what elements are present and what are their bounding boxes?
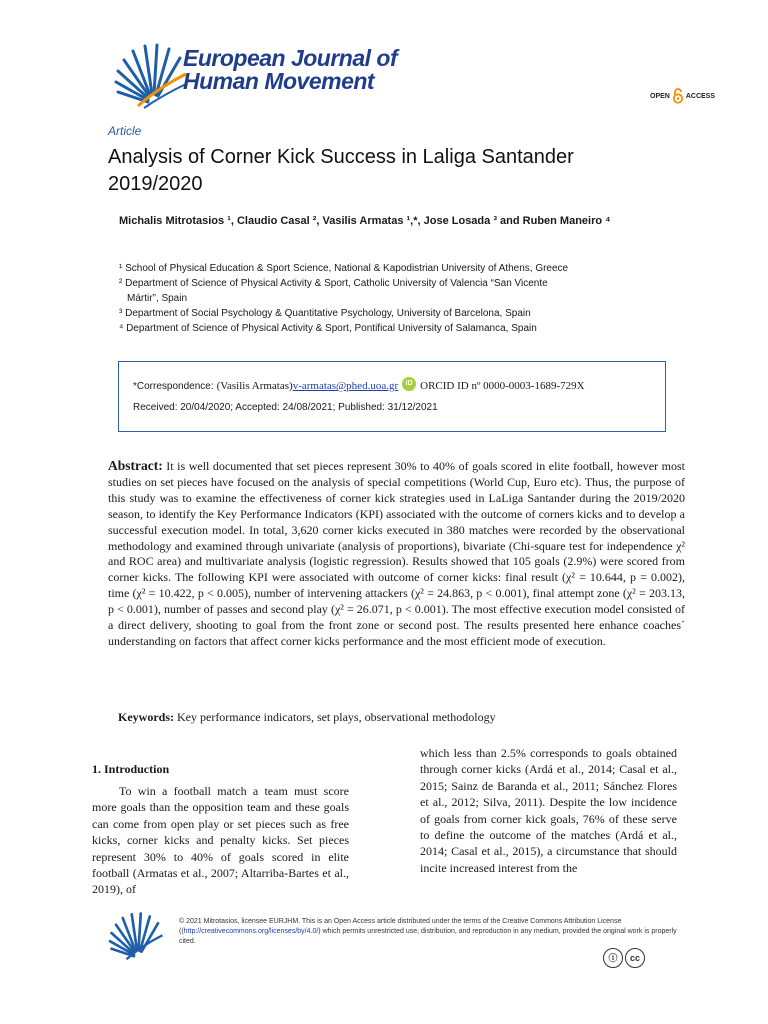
correspondence-email-link[interactable]: v-armatas@phed.uoa.gr: [292, 380, 399, 392]
journal-title-line2: Human Movement: [183, 68, 375, 94]
open-access-label-pre: OPEN: [650, 92, 670, 100]
journal-title: [183, 47, 397, 93]
article-type: Article: [108, 124, 142, 138]
abstract: [108, 458, 685, 650]
footer-logo-icon: [104, 908, 164, 964]
license-notice: [179, 917, 681, 947]
publication-dates: Received: 20/04/2020; Accepted: 24/08/2021; Published: 31/12/2021: [133, 402, 438, 413]
affiliation-1: ¹ School of Physical Education & Sport Science, National & Kapodistrian University of Athens, Greece: [119, 263, 569, 274]
article-title: Analysis of Corner Kick Success in Laliga Santander 2019/2020: [108, 146, 574, 195]
section-heading-introduction: 1. Introduction: [92, 762, 170, 776]
cc-icon: cc: [625, 948, 645, 968]
correspondence-box: [118, 361, 666, 432]
intro-right-column: which less than 2.5% corresponds to goals obtained through corner kicks (Ardá et al., 2014; Casal et al., 2015; Sainz de Baranda et al., 2011; Sánchez Flores et al., 2012; Silva, 2011). Despite the low incidence of goals from corner kick goals, 76% of these serve to define the outcome of the matches (Ardá et al., 2014; Casal et al., 2015), a circumstance that should incite increased interest from the: [420, 746, 677, 875]
keywords-label: Keywords:: [118, 710, 174, 724]
orcid-id: ORCID ID nº 0000-0003-1689-729X: [420, 380, 585, 392]
intro-left-column: To win a football match a team must score more goals than the opposition team and these goals can come from open play or set pieces such as free kicks, corner kicks and penalty kicks. Set pieces represent 30% to 40% of goals scored in elite football (Armatas et al., 2007; Altarriba-Bartes et al., 2019), of: [92, 784, 349, 897]
journal-title-line1: European Journal of: [183, 45, 398, 71]
keywords: [118, 710, 496, 725]
correspondence-line: [133, 377, 585, 395]
open-access-label-post: ACCESS: [685, 92, 716, 100]
affiliation-2-cont: Mártir”, Spain: [127, 293, 188, 304]
affiliation-2: ² Department of Science of Physical Activity & Sport, Catholic University of Valencia “San Vicente: [119, 278, 548, 289]
abstract-text: It is well documented that set pieces represent 30% to 40% of goals scored in elite football, however most studies on set pieces have focused on the analysis of special competitions (World Cup, Euro etc). Thus, the purpose of this study was to examine the effectiveness of corner kick strategies used in LaLiga Santander during the 2019/2020 season, to identify the Key Performance Indicators (KPI) associated with the outcome of corners kicks and to develop a successful execution model. In total, 3,620 corner kicks executed in 380 matches were recorded by the observational methodology and examined through univariate (analysis of proportions), bivariate (Chi-square test for independence χ² and ROC area) and multivariate analysis (logistic regression). Results showed that 105 goals (2.9%) were scored from corner kicks. The following KPI were associated with outcome of corner kicks: final result (χ² = 10.644, p = 0.002), time (χ² = 10.422, p < 0.005), number of intervening attackers (χ² = 24.863, p < 0.001), final attempt zone (χ² = 203.13, p < 0.001), number of passes and second play (χ² = 26.071, p < 0.001). The most effective execution model consisted of a direct delivery, shooting to goal from the front zone or second post. The results presented here enhance coaches´ understanding on factors that affect corner kicks performance and the most efficient mode of execution.: [108, 459, 686, 648]
open-access-badge: [650, 88, 715, 104]
abstract-label: Abstract:: [108, 458, 163, 473]
author-list: Michalis Mitrotasios ¹, Claudio Casal ², Vasilis Armatas ¹,*, Jose Losada ³ and Ruben Maneiro ⁴: [119, 215, 611, 227]
license-text-pre: © 2021 Mitrotasios, licensee EURJHM. This is an Open Access article distributed under the terms of the Creative Commons Attribution License ((: [179, 918, 622, 935]
journal-logo-icon: [108, 40, 188, 110]
license-text-post: ) which permits unrestricted use, distribution, and reproduction in any medium, provided the original work is properly cited.: [179, 928, 677, 945]
correspondence-label: *Correspondence:: [133, 380, 214, 392]
affiliation-4: ⁴ Department of Science of Physical Activity & Sport, Pontifical University of Salamanca, Spain: [119, 323, 537, 334]
license-link[interactable]: http://creativecommons.org/licenses/by/4.0/: [183, 928, 319, 935]
cc-license-badge[interactable]: [603, 948, 645, 968]
affiliation-3: ³ Department of Social Psychology & Quantitative Psychology, University of Barcelona, Spain: [119, 308, 531, 319]
keywords-text: Key performance indicators, set plays, observational methodology: [177, 710, 496, 724]
orcid-icon[interactable]: iD: [402, 377, 416, 391]
open-lock-icon: [672, 88, 684, 104]
correspondence-name: (Vasilis Armatas): [216, 380, 293, 392]
cc-attribution-icon: ⓘ: [603, 948, 623, 968]
